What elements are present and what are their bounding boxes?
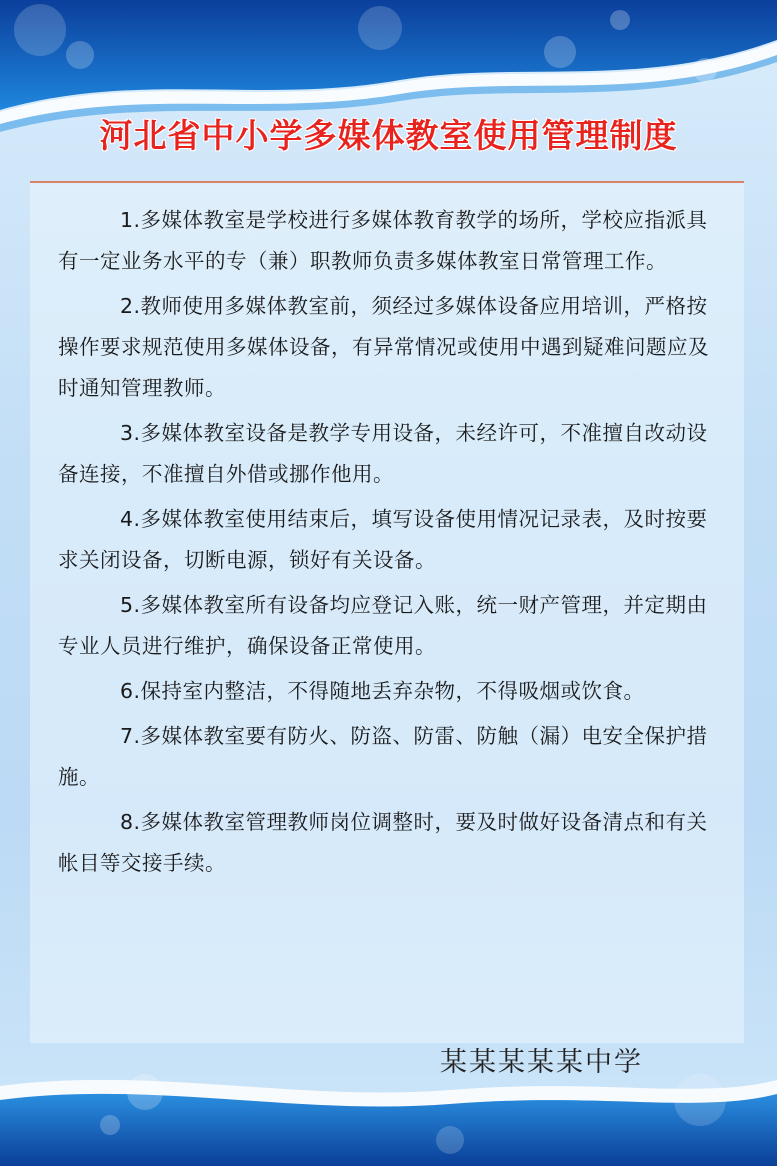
bubble [436,1126,464,1154]
bubble [358,6,402,50]
page-title: 河北省中小学多媒体教室使用管理制度 [99,116,678,155]
rule-item-4: 4.多媒体教室使用结束后，填写设备使用情况记录表，及时按要求关闭设备，切断电源，锁好有关设备。 [58,507,708,572]
bubble [100,1115,120,1135]
rule-item-5: 5.多媒体教室所有设备均应登记入账，统一财产管理，并定期由专业人员进行维护，确保设备正常使用。 [58,593,708,658]
bubble [66,41,94,69]
bubble [610,10,630,30]
bubble [127,1074,163,1110]
bubble [674,1074,726,1126]
bubble [693,58,717,82]
title-divider [30,181,744,183]
rules-list [58,200,718,888]
rule-item-8: 8.多媒体教室管理教师岗位调整时，要及时做好设备清点和有关帐目等交接手续。 [58,810,708,875]
bubble [14,4,66,56]
signature: 某某某某某中学 [440,1047,643,1078]
rule-item-6: 6.保持室内整洁，不得随地丢弃杂物，不得吸烟或饮食。 [120,679,645,703]
rule-item-7: 7.多媒体教室要有防火、防盗、防雷、防触（漏）电安全保护措施。 [58,724,708,789]
bubble [544,36,576,68]
rule-item-2: 2.教师使用多媒体教室前，须经过多媒体设备应用培训，严格按操作要求规范使用多媒体设备，有异常情况或使用中遇到疑难问题应及时通知管理教师。 [58,294,709,400]
rule-item-3: 3.多媒体教室设备是教学专用设备，未经许可，不准擅自改动设备连接，不准擅自外借或挪作他用。 [58,421,708,486]
rule-item-1: 1.多媒体教室是学校进行多媒体教育教学的场所，学校应指派具有一定业务水平的专（兼）职教师负责多媒体教室日常管理工作。 [58,208,708,273]
